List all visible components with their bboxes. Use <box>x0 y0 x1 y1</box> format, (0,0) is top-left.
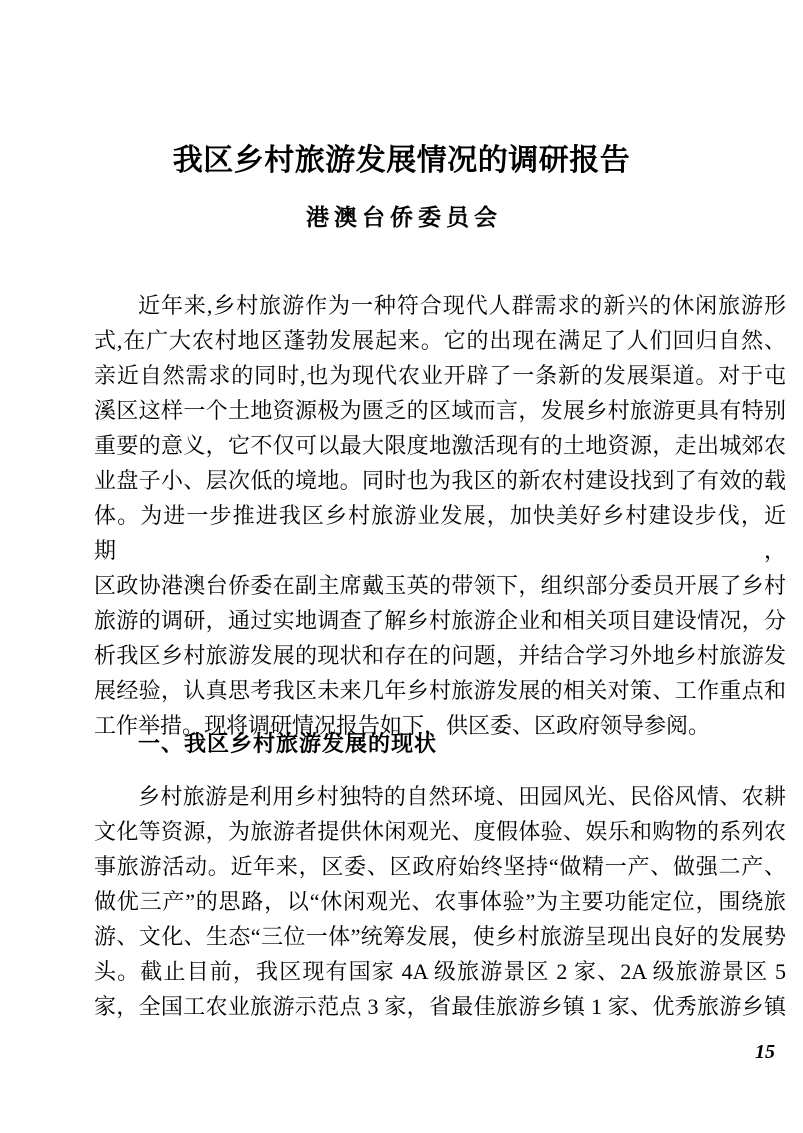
text-line: 溪区这样一个土地资源极为匮乏的区域而言，发展乡村旅游更具有特别 <box>94 398 786 423</box>
text-line: 文化等资源，为旅游者提供休闲观光、度假体验、娱乐和购物的系列农 <box>94 819 786 844</box>
page-number: 15 <box>755 1041 775 1063</box>
paragraph-2 <box>94 779 786 1024</box>
text-line: 析我区乡村旅游发展的现状和存在的问题，并结合学习外地乡村旅游发 <box>94 643 786 668</box>
text-line: 展经验，认真思考我区未来几年乡村旅游发展的相关对策、工作重点和 <box>94 678 786 703</box>
text-line: 式,在广大农村地区蓬勃发展起来。它的出现在满足了人们回归自然、 <box>94 328 786 353</box>
text-line: 重要的意义，它不仅可以最大限度地激活现有的土地资源，走出城郊农 <box>94 433 786 458</box>
page-title: 我区乡村旅游发展情况的调研报告 <box>172 144 631 177</box>
section-heading: 一、我区乡村旅游发展的现状 <box>138 731 438 756</box>
text-line: 游、文化、生态“三位一体”统筹发展，使乡村旅游呈现出良好的发展势 <box>94 924 786 949</box>
text-line: 事旅游活动。近年来，区委、区政府始终坚持“做精一产、做强二产、 <box>94 854 786 879</box>
text-line: 区政协港澳台侨委在副主席戴玉英的带领下，组织部分委员开展了乡村 <box>94 573 786 598</box>
text-line: 亲近自然需求的同时,也为现代农业开辟了一条新的发展渠道。对于屯 <box>94 363 786 388</box>
text-line: 业盘子小、层次低的境地。同时也为我区的新农村建设找到了有效的载 <box>94 468 786 493</box>
text-line: 体。为进一步推进我区乡村旅游业发展，加快美好乡村建设步伐，近期， <box>94 503 786 563</box>
page-subtitle: 港澳台侨委员会 <box>306 205 502 230</box>
text-line: 工作举措。现将调研情况报告如下，供区委、区政府领导参阅。 <box>94 713 711 738</box>
paragraph-1 <box>94 288 786 743</box>
text-line: 乡村旅游是利用乡村独特的自然环境、田园风光、民俗风情、农耕 <box>138 784 786 809</box>
text-line: 旅游的调研，通过实地调查了解乡村旅游企业和相关项目建设情况，分 <box>94 608 786 633</box>
text-line: 头。截止目前，我区现有国家 4A 级旅游景区 2 家、2A 级旅游景区 5 <box>94 959 786 984</box>
text-line: 做优三产”的思路，以“休闲观光、农事体验”为主要功能定位，围绕旅 <box>94 889 786 914</box>
text-line: 家，全国工农业旅游示范点 3 家，省最佳旅游乡镇 1 家、优秀旅游乡镇 <box>94 994 786 1019</box>
text-line: 近年来,乡村旅游作为一种符合现代人群需求的新兴的休闲旅游形 <box>138 293 786 318</box>
